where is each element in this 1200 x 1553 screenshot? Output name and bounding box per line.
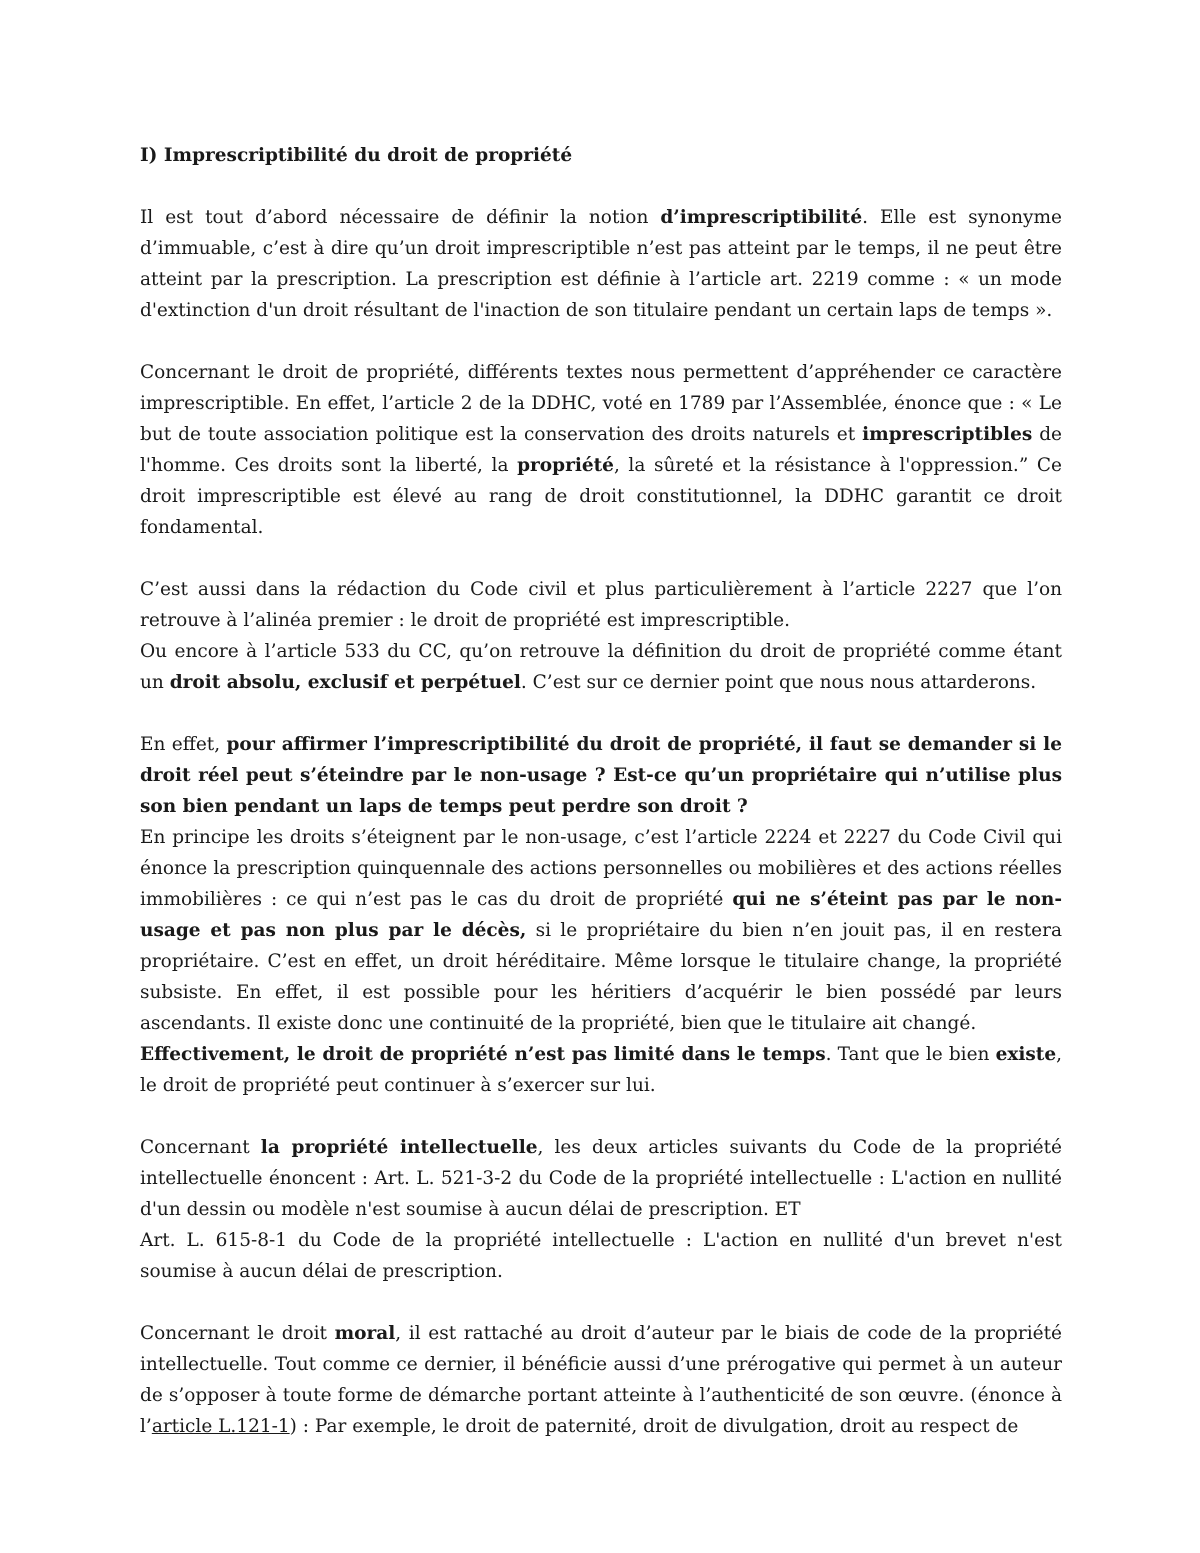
text-run: , la sûreté et la résistance à l'oppression.” Ce droit imprescriptible est élevé au rang de droit constitutionnel, la DDHC garantit ce droit fondamental. [140, 455, 1062, 538]
text-run: En effet, [140, 734, 227, 755]
bold-term: Effectivement, le droit de propriété n’est pas limité dans le temps [140, 1044, 826, 1065]
text-run: , les deux articles suivants du Code de la propriété intellectuelle énoncent : Art. L. 521-3-2 du Code de la propriété intellectuelle : L'action en nullité d'un dessin ou modèle n'est soumise à aucun délai de prescription. ET [140, 1137, 1062, 1220]
text-run: si le propriétaire du bien n’en jouit pas, il en restera propriétaire. C’est en effet, un droit héréditaire. Même lorsque le titulaire change, la propriété subsiste. En effet, il est possible pour les héritiers d’acquérir le bien possédé par leurs ascendants. Il existe donc une continuité de la propriété, bien que le titulaire ait changé. [140, 920, 1062, 1034]
text-run: Concernant le droit de propriété, différents textes nous permettent d’appréhender ce caractère imprescriptible. En effet, l’article 2 de la DDHC, voté en 1789 par l’Assemblée, énonce que : « Le but de toute association politique est la conservation des droits naturels et [140, 362, 1062, 445]
bold-term: imprescriptibles [862, 424, 1033, 445]
paragraph-non-usage [140, 822, 1062, 1039]
paragraph-brevet: Art. L. 615-8-1 du Code de la propriété intellectuelle : L'action en nullité d'un brevet n'est soumise à aucun délai de prescription. [140, 1230, 1062, 1282]
paragraph-definition [140, 202, 1062, 326]
text-run: . C’est sur ce dernier point que nous nous attarderons. [520, 672, 1037, 693]
bold-term: la propriété intellectuelle [260, 1137, 538, 1158]
bold-term: qui ne s’éteint pas par le non-usage et pas non plus par le décès, [140, 889, 1062, 941]
text-run: Il est tout d’abord nécessaire de définir la notion [140, 207, 661, 228]
paragraph-droit-moral [140, 1318, 1062, 1442]
text-run: Concernant le droit [140, 1323, 335, 1344]
paragraph-article-533 [140, 636, 1062, 698]
bold-term: propriété [517, 455, 614, 476]
paragraph-question [140, 729, 1062, 822]
paragraph-code-civil: C’est aussi dans la rédaction du Code civil et plus particulièrement à l’article 2227 que l’on retrouve à l’alinéa premier : le droit de propriété est imprescriptible. [140, 579, 1062, 631]
text-run: En principe les droits s’éteignent par le non-usage, c’est l’article 2224 et 2227 du Code Civil qui énonce la prescription quinquennale des actions personnelles ou mobilières et des actions réelles immobilières : ce qui n’est pas le cas du droit de propriété [140, 827, 1062, 910]
paragraph-effectivement [140, 1039, 1062, 1101]
bold-term: droit absolu, exclusif et perpétuel [169, 672, 521, 693]
bold-term: moral [334, 1323, 396, 1344]
bold-question: pour affirmer l’imprescriptibilité du droit de propriété, il faut se demander si le droit réel peut s’éteindre par le non-usage ? Est-ce qu’un propriétaire qui n’utilise plus son bien pendant un laps de temps peut perdre son droit ? [140, 734, 1062, 817]
text-run: Concernant [140, 1137, 261, 1158]
text-run: . Elle est synonyme d’immuable, c’est à dire qu’un droit imprescriptible n’est pas atteint par le temps, il ne peut être atteint par la prescription. La prescription est définie à l’article art. 2219 comme : « un mode d'extinction d'un droit résultant de l'inaction de son titulaire pendant un certain laps de temps ». [140, 207, 1062, 321]
text-run: . Tant que le bien [825, 1044, 996, 1065]
text-run: , il est rattaché au droit d’auteur par le biais de code de la propriété intellectuelle. Tout comme ce dernier, il bénéficie aussi d’une prérogative qui permet à un auteur de s’opposer à toute forme de démarche portant atteinte à l’authenticité de son œuvre. (énonce à l’ [140, 1323, 1062, 1437]
bold-term: existe [995, 1044, 1057, 1065]
bold-term: d’imprescriptibilité [660, 207, 863, 228]
section-heading: I) Imprescriptibilité du droit de propriété [140, 145, 573, 166]
paragraph-ddhc [140, 357, 1062, 543]
text-run: de l'homme. Ces droits sont la liberté, la [140, 424, 1062, 476]
paragraph-propriete-intellectuelle [140, 1132, 1062, 1225]
text-run: Ou encore à l’article 533 du CC, qu’on retrouve la définition du droit de propriété comme étant un [140, 641, 1062, 693]
text-run: ) : Par exemple, le droit de paternité, droit de divulgation, droit au respect de [289, 1416, 1019, 1437]
text-run: , le droit de propriété peut continuer à s’exercer sur lui. [140, 1044, 1063, 1096]
article-link[interactable]: article L.121-1 [151, 1416, 290, 1437]
